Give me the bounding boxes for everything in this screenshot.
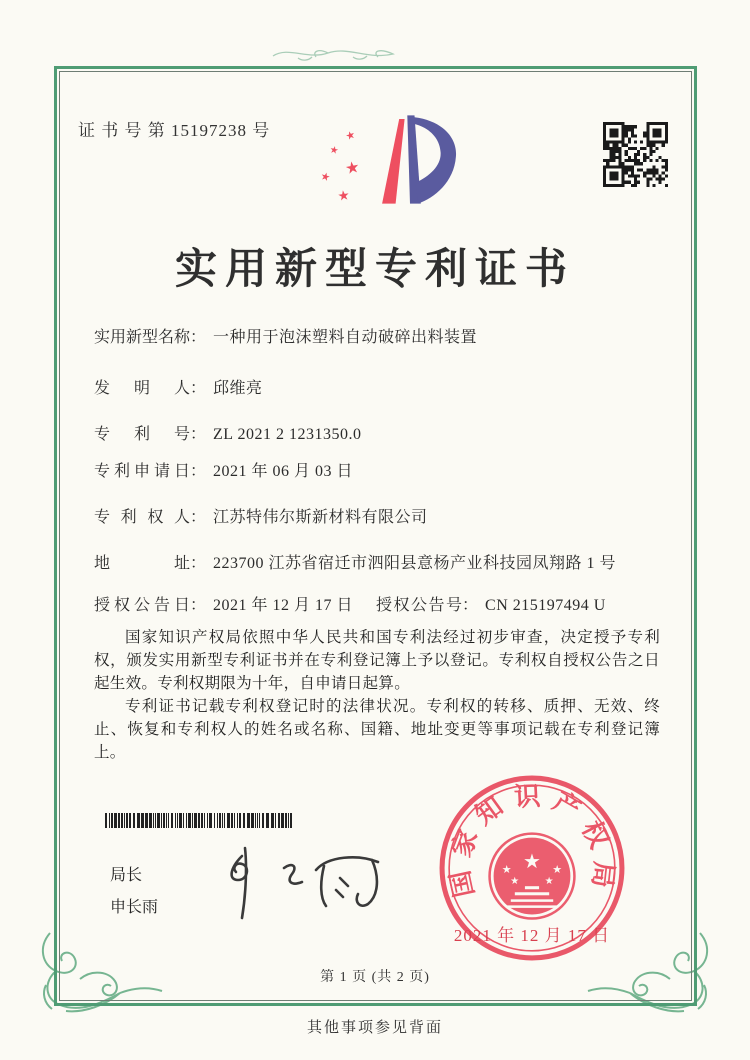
svg-text:★: ★ <box>544 876 554 888</box>
cnipa-logo <box>303 110 463 218</box>
field-value: 江苏特伟尔斯新材料有限公司 <box>213 509 428 526</box>
seal-ring-text: 国家知识产权局 <box>445 781 619 900</box>
field-colon: ： <box>190 380 207 397</box>
field-label: 专利权人 <box>94 509 190 526</box>
national-emblem <box>490 834 575 919</box>
field-grant-date <box>94 597 353 614</box>
field-label: 发明人 <box>94 380 190 397</box>
field-address <box>94 550 616 573</box>
field-colon: ： <box>190 329 207 346</box>
field-patent-number <box>94 421 361 444</box>
field-utility-model-name <box>94 324 477 347</box>
field-colon: ： <box>190 463 207 480</box>
field-colon: ： <box>190 555 207 572</box>
director-signature-script <box>212 842 397 927</box>
field-grant-row <box>94 592 606 615</box>
qr-code <box>597 116 674 193</box>
legal-text-block <box>94 626 660 764</box>
certificate-title: 实用新型专利证书 <box>174 247 575 293</box>
field-value: ZL 2021 2 1231350.0 <box>213 426 362 443</box>
svg-text:★: ★ <box>522 851 542 873</box>
legal-paragraph-1: 国家知识产权局依照中华人民共和国专利法经过初步审查，决定授予专利权，颁发实用新型专利证书并在专利登记簿上予以登记。专利权自授权公告之日起生效。专利权期限为十年，自申请日起算。 <box>94 629 660 692</box>
field-value: 223700 江苏省宿迁市泗阳县意杨产业科技园凤翔路 1 号 <box>213 555 617 572</box>
field-label: 专利申请日 <box>94 463 190 480</box>
field-value: 邱维亮 <box>213 380 263 397</box>
svg-text:★: ★ <box>328 144 340 158</box>
field-label: 地址 <box>94 555 190 572</box>
barcode <box>105 813 293 828</box>
field-grant-number <box>376 592 606 615</box>
field-label: 授权公告号 <box>376 597 462 614</box>
field-label: 实用新型名称 <box>94 329 191 346</box>
field-filing-date <box>94 458 353 481</box>
svg-text:★: ★ <box>344 128 358 144</box>
field-value: 一种用于泡沫塑料自动破碎出料装置 <box>213 329 478 346</box>
svg-text:★: ★ <box>319 170 332 185</box>
field-colon: ： <box>462 597 479 614</box>
field-patentee <box>94 504 428 527</box>
director-name: 申长雨 <box>110 899 159 916</box>
field-colon: ： <box>190 597 207 614</box>
field-value: 2021 年 12 月 17 日 <box>213 597 354 614</box>
svg-text:★: ★ <box>336 187 351 204</box>
field-colon: ： <box>190 509 207 526</box>
field-value: 2021 年 06 月 03 日 <box>213 463 354 480</box>
svg-text:★: ★ <box>343 157 362 179</box>
back-side-note: 其他事项参见背面 <box>306 1020 443 1036</box>
seal-date: 2021 年 12 月 17 日 <box>453 926 611 945</box>
field-label: 专利号 <box>94 426 190 443</box>
certificate-number: 证 书 号 第 15197238 号 <box>78 121 271 140</box>
field-inventor <box>94 375 263 398</box>
top-flourish-ornament <box>268 42 398 64</box>
field-value: CN 215197494 U <box>485 597 606 614</box>
director-title: 局长 <box>110 867 143 884</box>
legal-paragraph-2: 专利证书记载专利权登记时的法律状况。专利权的转移、质押、无效、终止、恢复和专利权人的姓名或名称、国籍、地址变更等事项记载在专利登记簿上。 <box>94 698 660 761</box>
svg-text:★: ★ <box>552 864 563 877</box>
field-colon: ： <box>190 426 207 443</box>
page-number: 第 1 页 (共 2 页) <box>320 970 430 985</box>
field-label: 授权公告日 <box>94 597 190 614</box>
svg-text:★: ★ <box>501 864 512 877</box>
svg-text:★: ★ <box>510 876 520 888</box>
